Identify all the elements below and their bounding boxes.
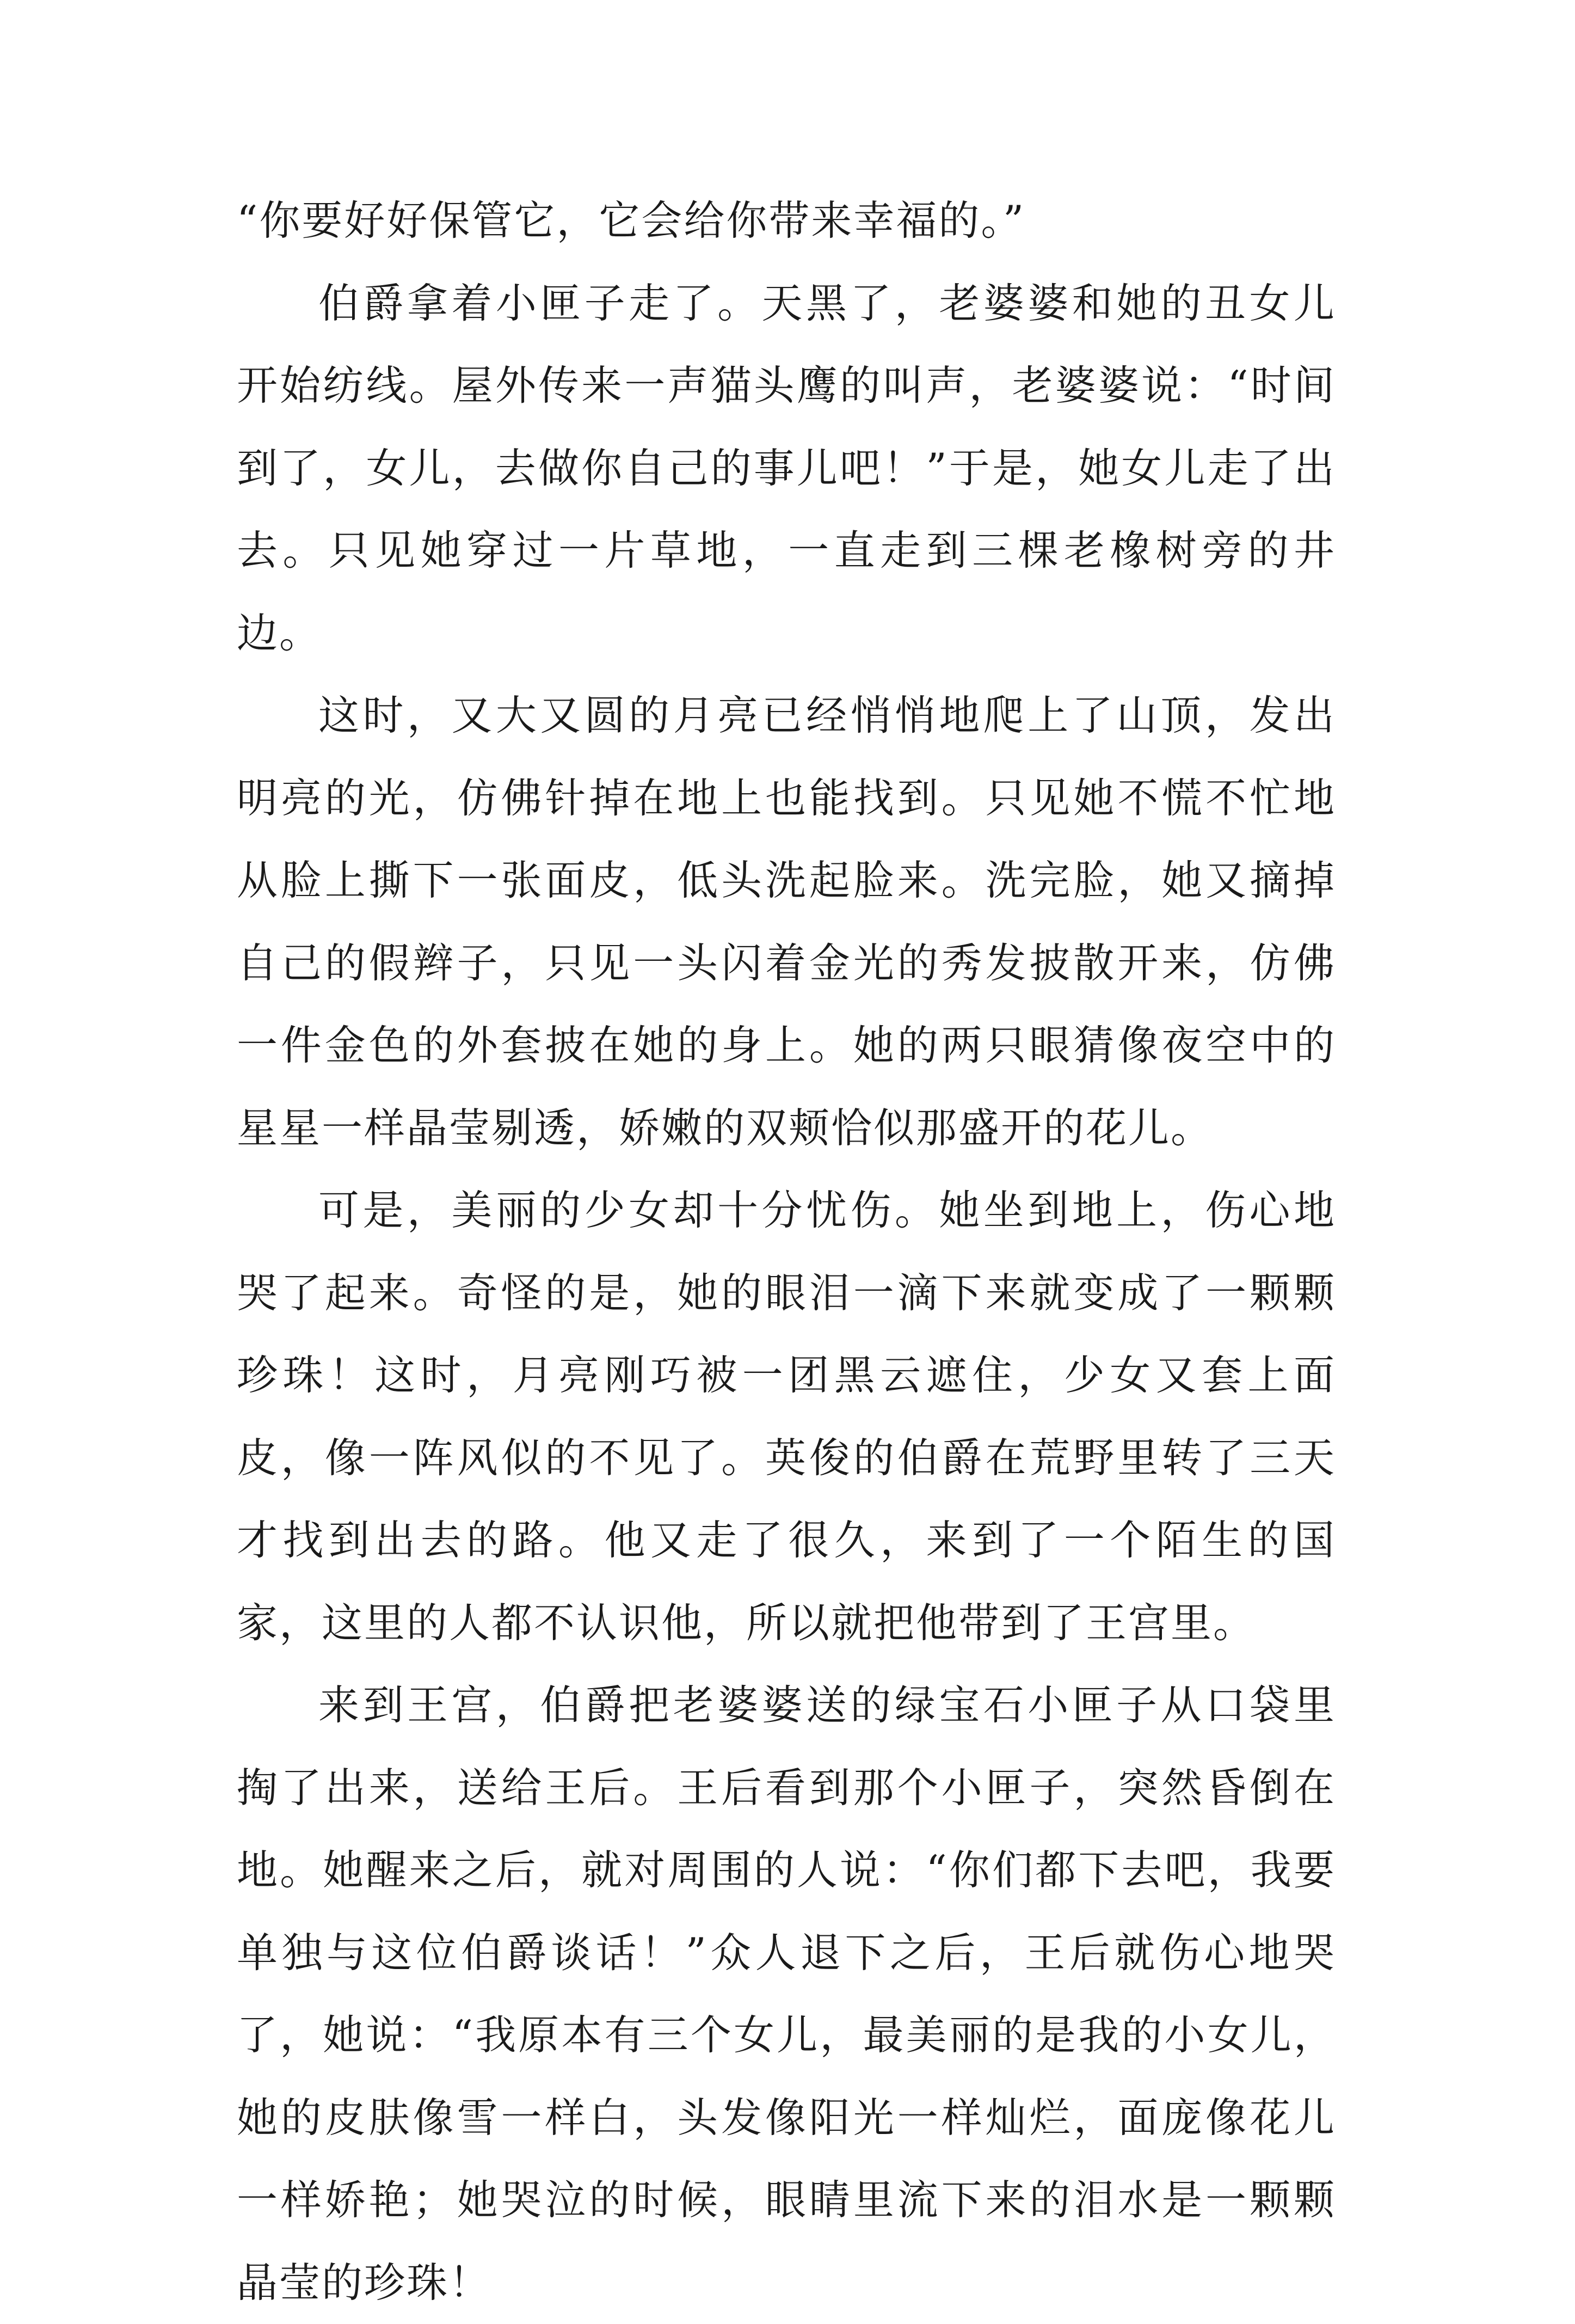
paragraph-3: 这时，又大又圆的月亮已经悄悄地爬上了山顶，发出明亮的光，仿佛针掉在地上也能找到。只见她不慌不忙地从脸上撕下一张面皮，低头洗起脸来。洗完脸，她又摘掉自己的假辫子，只见一头闪着金光的秀发披散开来，仿佛一件金色的外套披在她的身上。她的两只眼猜像夜空中的星星一样晶莹剔透，娇嫩的双颊恰似那盛开的花儿。 — [237, 691, 1336, 1152]
paragraph-1: “你要好好保管它，它会给你带来幸福的。” — [237, 197, 1026, 244]
paragraph-4: 可是，美丽的少女却十分忧伤。她坐到地上，伤心地哭了起来。奇怪的是，她的眼泪一滴下来就变成了一颗颗珍珠！这时，月亮刚巧被一团黑云遮住，少女又套上面皮，像一阵风似的不见了。英俊的伯爵在荒野里转了三天才找到出去的路。他又走了很久，来到了一个陌生的国家，这里的人都不认识他，所以就把他带到了王宫里。 — [237, 1186, 1336, 1647]
document-body — [237, 180, 1336, 2324]
paragraph-5: 来到王宫，伯爵把老婆婆送的绿宝石小匣子从口袋里掏了出来，送给王后。王后看到那个小匣子，突然昏倒在地。她醒来之后，就对周围的人说：“你们都下去吧，我要单独与这位伯爵谈话！”众人退下之后，王后就伤心地哭了，她说：“我原本有三个女儿，最美丽的是我的小女儿，她的皮肤像雪一样白，头发像阳光一样灿烂，面庞像花儿一样娇艳；她哭泣的时候，眼睛里流下来的泪水是一颗颗晶莹的珍珠！ — [237, 1681, 1336, 2307]
paragraph-2: 伯爵拿着小匣子走了。天黑了，老婆婆和她的丑女儿开始纺线。屋外传来一声猫头鹰的叫声，老婆婆说：“时间到了，女儿，去做你自己的事儿吧！”于是，她女儿走了出去。只见她穿过一片草地，一直走到三棵老橡树旁的井边。 — [237, 279, 1336, 657]
